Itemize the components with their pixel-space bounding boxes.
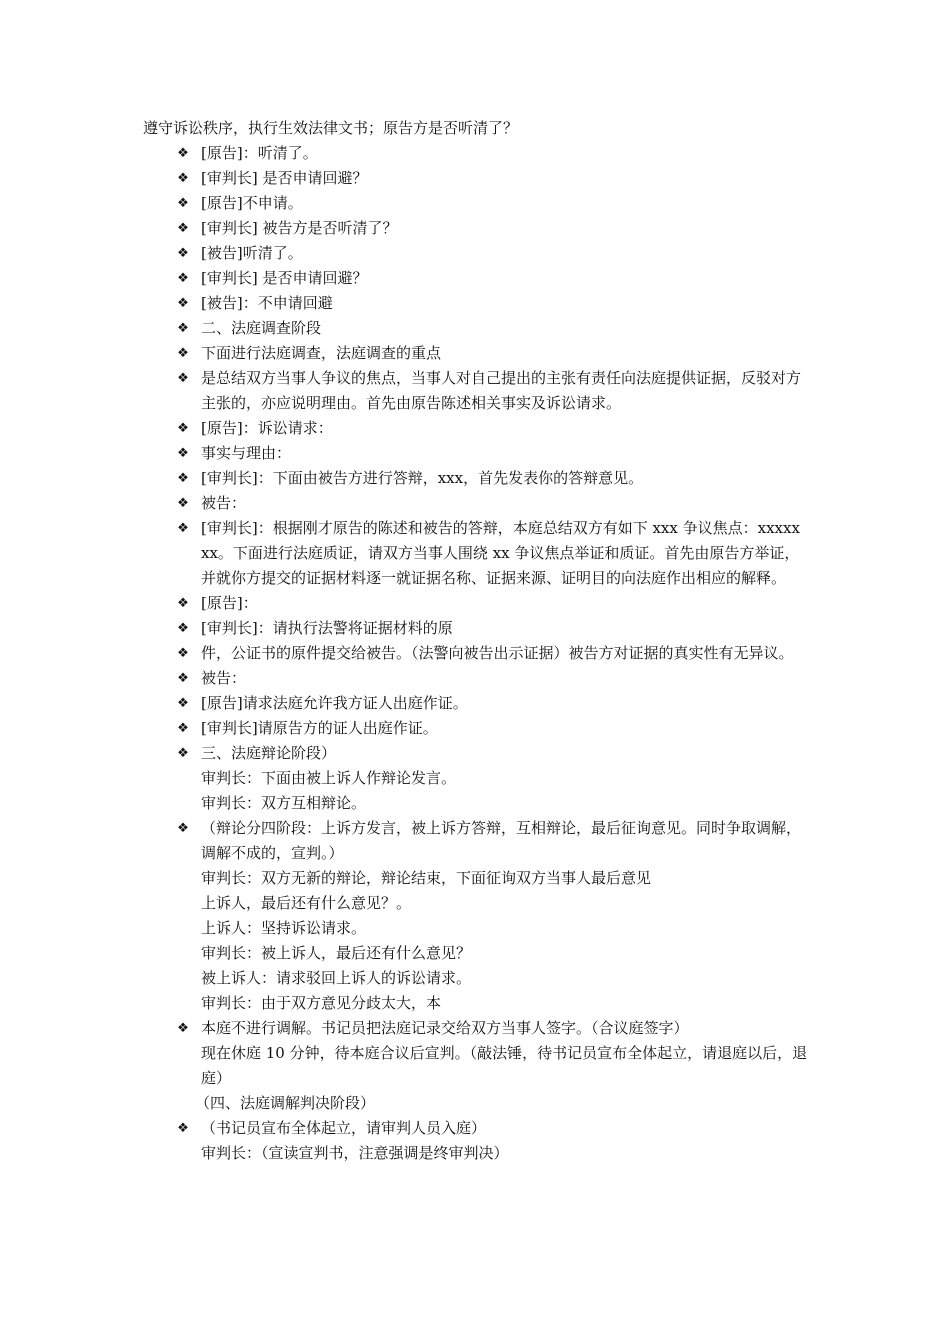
line-text: [审判长] 是否申请回避？: [201, 269, 368, 287]
diamond-bullet-icon: ❖: [177, 421, 189, 436]
diamond-bullet-icon: ❖: [177, 446, 189, 461]
line-text: [审判长]：下面由被告方进行答辩，xxx，首先发表你的答辩意见。: [201, 469, 644, 487]
bullet-item: [143, 816, 808, 866]
diamond-bullet-icon: ❖: [177, 246, 189, 261]
line-text: 本庭不进行调解。书记员把法庭记录交给双方当事人签字。（合议庭签字）: [201, 1019, 689, 1037]
paragraph-line: [143, 791, 808, 816]
line-text: [原告]：诉讼请求：: [201, 419, 333, 437]
line-text: 上诉人，最后还有什么意见？。: [201, 894, 412, 912]
diamond-bullet-icon: ❖: [177, 496, 189, 511]
bullet-item: [143, 141, 808, 166]
line-text: 件，公证书的原件提交给被告。（法警向被告出示证据）被告方对证据的真实性有无异议。: [201, 644, 794, 662]
diamond-bullet-icon: ❖: [177, 146, 189, 161]
line-text: [审判长]：请执行法警将证据材料的原: [201, 619, 453, 637]
line-text: [被告]：不申请回避: [201, 294, 333, 312]
section-heading: 三、法庭辩论阶段）: [201, 744, 337, 762]
diamond-bullet-icon: ❖: [177, 296, 189, 311]
diamond-bullet-icon: ❖: [177, 746, 189, 761]
bullet-item: [143, 441, 808, 466]
line-text: 审判长：双方互相辩论。: [201, 794, 367, 812]
line-text: 上诉人：坚持诉讼请求。: [201, 919, 367, 937]
line-text: 审判长：（宣读宣判书，注意强调是终审判决）: [201, 1144, 509, 1162]
bullet-item: [143, 216, 808, 241]
bullet-item: [143, 1116, 808, 1141]
diamond-bullet-icon: ❖: [177, 521, 189, 536]
line-text: 审判长：双方无新的辩论，辩论结束，下面征询双方当事人最后意见: [201, 869, 652, 887]
line-text: 被告：: [201, 669, 247, 687]
diamond-bullet-icon: ❖: [177, 671, 189, 686]
line-text: 遵守诉讼秩序，执行生效法律文书；原告方是否听清了？: [143, 119, 519, 137]
diamond-bullet-icon: ❖: [177, 371, 189, 386]
line-text: [被告]听清了。: [201, 244, 303, 262]
paragraph-line: [143, 1091, 808, 1116]
bullet-item: [143, 491, 808, 516]
bullet-item: [143, 266, 808, 291]
bullet-item: [143, 616, 808, 641]
line-text: [审判长] 是否申请回避？: [201, 169, 368, 187]
bullet-item: [143, 466, 808, 491]
paragraph-line: [143, 966, 808, 991]
line-text: 现在休庭 10 分钟，待本庭合议后宣判。（敲法锤，待书记员宣布全体起立，请退庭以后，退庭）: [201, 1044, 808, 1087]
bullet-item: [143, 691, 808, 716]
line-text: [审判长]：根据刚才原告的陈述和被告的答辩，本庭总结双方有如下 xxx 争议焦点：xxxxxxx。下面进行法庭质证，请双方当事人围绕 xx 争议焦点举证和质证。首先由原告方举证，并就你方提交的证据材料逐一就证据名称、证据来源、证明目的向法庭作出相应的解释。: [201, 519, 800, 587]
bullet-item: [143, 591, 808, 616]
line-text: [审判长] 被告方是否听清了？: [201, 219, 398, 237]
line-text: （辩论分四阶段：上诉方发言，被上诉方答辩，互相辩论，最后征询意见。同时争取调解，调解不成的，宣判。）: [201, 819, 802, 862]
document-body: [143, 116, 808, 1166]
paragraph-line: [143, 891, 808, 916]
bullet-item: [143, 241, 808, 266]
diamond-bullet-icon: ❖: [177, 221, 189, 236]
paragraph-line: [143, 941, 808, 966]
paragraph-line: [143, 116, 808, 141]
bullet-item: [143, 1016, 808, 1041]
diamond-bullet-icon: ❖: [177, 696, 189, 711]
line-text: 审判长：由于双方意见分歧太大，本: [201, 994, 442, 1012]
section-heading: 二、法庭调查阶段: [201, 319, 322, 337]
diamond-bullet-icon: ❖: [177, 321, 189, 336]
diamond-bullet-icon: ❖: [177, 596, 189, 611]
diamond-bullet-icon: ❖: [177, 196, 189, 211]
line-text: 是总结双方当事人争议的焦点，当事人对自己提出的主张有责任向法庭提供证据，反驳对方主张的，亦应说明理由。首先由原告陈述相关事实及诉讼请求。: [201, 369, 802, 412]
line-text: 被上诉人：请求驳回上诉人的诉讼请求。: [201, 969, 472, 987]
bullet-item: [143, 741, 808, 766]
line-text: [原告]请求法庭允许我方证人出庭作证。: [201, 694, 468, 712]
bullet-item: [143, 716, 808, 741]
bullet-item: [143, 291, 808, 316]
bullet-item: [143, 641, 808, 666]
line-text: [原告]：听清了。: [201, 144, 318, 162]
line-text: 下面进行法庭调查，法庭调查的重点: [201, 344, 442, 362]
diamond-bullet-icon: ❖: [177, 646, 189, 661]
line-text: （书记员宣布全体起立，请审判人员入庭）: [201, 1119, 487, 1137]
diamond-bullet-icon: ❖: [177, 1021, 189, 1036]
line-text: 审判长：下面由被上诉人作辩论发言。: [201, 769, 457, 787]
diamond-bullet-icon: ❖: [177, 471, 189, 486]
bullet-item: [143, 316, 808, 341]
line-text: [审判长]请原告方的证人出庭作证。: [201, 719, 438, 737]
diamond-bullet-icon: ❖: [177, 721, 189, 736]
line-text: （四、法庭调解判决阶段）: [195, 1094, 376, 1112]
line-text: 审判长：被上诉人，最后还有什么意见？: [201, 944, 472, 962]
line-text: [原告]不申请。: [201, 194, 303, 212]
line-text: 被告：: [201, 494, 247, 512]
bullet-item: [143, 666, 808, 691]
diamond-bullet-icon: ❖: [177, 171, 189, 186]
diamond-bullet-icon: ❖: [177, 621, 189, 636]
paragraph-line: [143, 866, 808, 891]
paragraph-line: [143, 991, 808, 1016]
bullet-item: [143, 166, 808, 191]
paragraph-line: [143, 766, 808, 791]
diamond-bullet-icon: ❖: [177, 821, 189, 836]
bullet-item: [143, 191, 808, 216]
diamond-bullet-icon: ❖: [177, 346, 189, 361]
bullet-item: [143, 341, 808, 366]
bullet-item: [143, 516, 808, 591]
bullet-item: [143, 416, 808, 441]
paragraph-line: [143, 1141, 808, 1166]
diamond-bullet-icon: ❖: [177, 1121, 189, 1136]
diamond-bullet-icon: ❖: [177, 271, 189, 286]
bullet-item: [143, 366, 808, 416]
paragraph-line: [143, 916, 808, 941]
line-text: 事实与理由：: [201, 444, 292, 462]
line-text: [原告]：: [201, 594, 258, 612]
paragraph-line: [143, 1041, 808, 1091]
